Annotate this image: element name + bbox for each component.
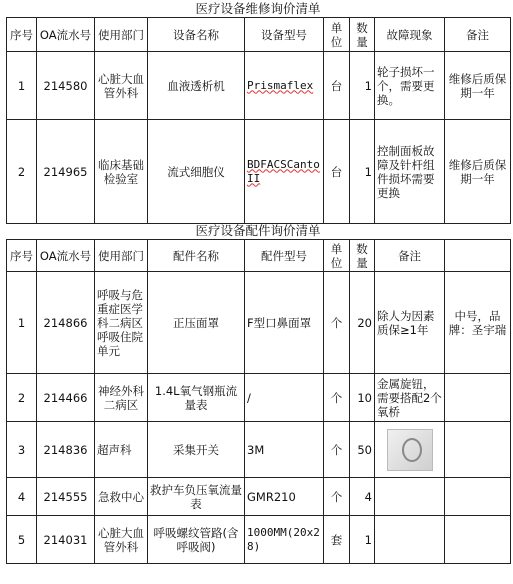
seq-cell: 1 bbox=[7, 52, 37, 120]
oa-cell: 214580 bbox=[37, 52, 95, 120]
unit-cell: 台 bbox=[324, 120, 350, 224]
header-cell: 单位 bbox=[324, 18, 350, 52]
part-name-cell: 呼吸螺纹管路(含呼吸阀) bbox=[148, 516, 245, 564]
device-name-cell: 血液透析机 bbox=[148, 52, 245, 120]
header-cell: 单位 bbox=[324, 240, 350, 272]
unit-cell: 个 bbox=[324, 478, 350, 516]
dept-cell: 心脏大血管外科 bbox=[95, 52, 148, 120]
repair-header-row bbox=[7, 18, 511, 52]
unit-cell: 个 bbox=[324, 422, 350, 478]
seq-cell: 2 bbox=[7, 374, 37, 422]
part-model-cell: / bbox=[245, 374, 324, 422]
note-cell: 维修后质保期一年 bbox=[445, 52, 511, 120]
part-name-cell: 正压面罩 bbox=[148, 272, 245, 374]
oa-cell: 214555 bbox=[37, 478, 95, 516]
device-model-cell bbox=[245, 120, 324, 224]
device-model-text: BDFACSCanto II bbox=[247, 157, 320, 185]
qty-cell: 1 bbox=[350, 516, 375, 564]
header-cell: 备注 bbox=[445, 18, 511, 52]
table-row bbox=[7, 422, 511, 478]
repair-table bbox=[6, 17, 511, 224]
qty-cell: 20 bbox=[350, 272, 375, 374]
note-cell bbox=[375, 516, 445, 564]
header-cell: OA流水号 bbox=[37, 240, 95, 272]
table-row bbox=[7, 272, 511, 374]
document-sheet bbox=[6, 2, 510, 564]
header-cell: 使用部门 bbox=[95, 240, 148, 272]
part-name-cell: 采集开关 bbox=[148, 422, 245, 478]
header-cell: 使用部门 bbox=[95, 18, 148, 52]
extra-note-cell bbox=[445, 516, 511, 564]
dept-cell: 神经外科二病区 bbox=[95, 374, 148, 422]
parts-table-title: 医疗设备配件询价清单 bbox=[195, 223, 321, 238]
seq-cell: 1 bbox=[7, 272, 37, 374]
note-cell: 金属旋钮，需要搭配2个氧桥 bbox=[375, 374, 445, 422]
part-model-cell: 3M bbox=[245, 422, 324, 478]
part-model-cell: F型口鼻面罩 bbox=[245, 272, 324, 374]
table-row bbox=[7, 478, 511, 516]
extra-note-cell bbox=[445, 374, 511, 422]
dept-cell: 心脏大血管外科 bbox=[95, 516, 148, 564]
dept-cell: 临床基础检验室 bbox=[95, 120, 148, 224]
qty-cell: 1 bbox=[350, 52, 375, 120]
unit-cell: 台 bbox=[324, 52, 350, 120]
seq-cell: 5 bbox=[7, 516, 37, 564]
part-name-cell: 救护车负压氧流量表 bbox=[148, 478, 245, 516]
oa-cell: 214031 bbox=[37, 516, 95, 564]
part-model-cell: GMR210 bbox=[245, 478, 324, 516]
parts-header-row bbox=[7, 240, 511, 272]
table-row bbox=[7, 374, 511, 422]
note-cell: 除人为因素质保≥1年 bbox=[375, 272, 445, 374]
seq-cell: 2 bbox=[7, 120, 37, 224]
dept-cell: 超声科 bbox=[95, 422, 148, 478]
table-row bbox=[7, 516, 511, 564]
qty-cell: 1 bbox=[350, 120, 375, 224]
header-cell: OA流水号 bbox=[37, 18, 95, 52]
fault-cell: 控制面板故障及针杆组件损坏需要更换 bbox=[375, 120, 445, 224]
dept-cell: 呼吸与危重症医学科二病区呼吸住院单元 bbox=[95, 272, 148, 374]
header-cell: 设备型号 bbox=[245, 18, 324, 52]
note-cell bbox=[375, 422, 445, 478]
device-model-cell bbox=[245, 52, 324, 120]
dept-cell: 急救中心 bbox=[95, 478, 148, 516]
header-cell: 数量 bbox=[350, 18, 375, 52]
header-cell: 序号 bbox=[7, 240, 37, 272]
seq-cell: 3 bbox=[7, 422, 37, 478]
repair-table-title: 医疗设备维修询价清单 bbox=[195, 1, 321, 16]
seq-cell: 4 bbox=[7, 478, 37, 516]
part-model-cell: 1000MM(20x28) bbox=[245, 516, 324, 564]
header-cell: 备注 bbox=[375, 240, 445, 272]
oa-cell: 214965 bbox=[37, 120, 95, 224]
part-photo bbox=[387, 429, 433, 471]
extra-note-cell: 中号，品牌：圣宇瑞 bbox=[445, 272, 511, 374]
extra-note-cell bbox=[445, 422, 511, 478]
note-cell: 维修后质保期一年 bbox=[445, 120, 511, 224]
unit-cell: 个 bbox=[324, 272, 350, 374]
header-cell: 设备名称 bbox=[148, 18, 245, 52]
qty-cell: 10 bbox=[350, 374, 375, 422]
header-cell: 数量 bbox=[350, 240, 375, 272]
table-row bbox=[7, 120, 511, 224]
qty-cell: 50 bbox=[350, 422, 375, 478]
note-cell bbox=[375, 478, 445, 516]
table-row bbox=[7, 52, 511, 120]
device-name-cell: 流式细胞仪 bbox=[148, 120, 245, 224]
device-model-text: Prismaflex bbox=[247, 78, 314, 92]
unit-cell: 套 bbox=[324, 516, 350, 564]
unit-cell: 个 bbox=[324, 374, 350, 422]
header-cell: 配件型号 bbox=[245, 240, 324, 272]
header-cell: 故障现象 bbox=[375, 18, 445, 52]
oa-cell: 214836 bbox=[37, 422, 95, 478]
extra-note-cell bbox=[445, 478, 511, 516]
part-name-cell: 1.4L氧气钢瓶流量表 bbox=[148, 374, 245, 422]
fault-cell: 轮子损坏一个，需要更换。 bbox=[375, 52, 445, 120]
parts-table bbox=[6, 239, 511, 564]
header-cell: 序号 bbox=[7, 18, 37, 52]
header-cell-blank bbox=[445, 240, 511, 272]
qty-cell: 4 bbox=[350, 478, 375, 516]
oa-cell: 214466 bbox=[37, 374, 95, 422]
header-cell: 配件名称 bbox=[148, 240, 245, 272]
oa-cell: 214866 bbox=[37, 272, 95, 374]
